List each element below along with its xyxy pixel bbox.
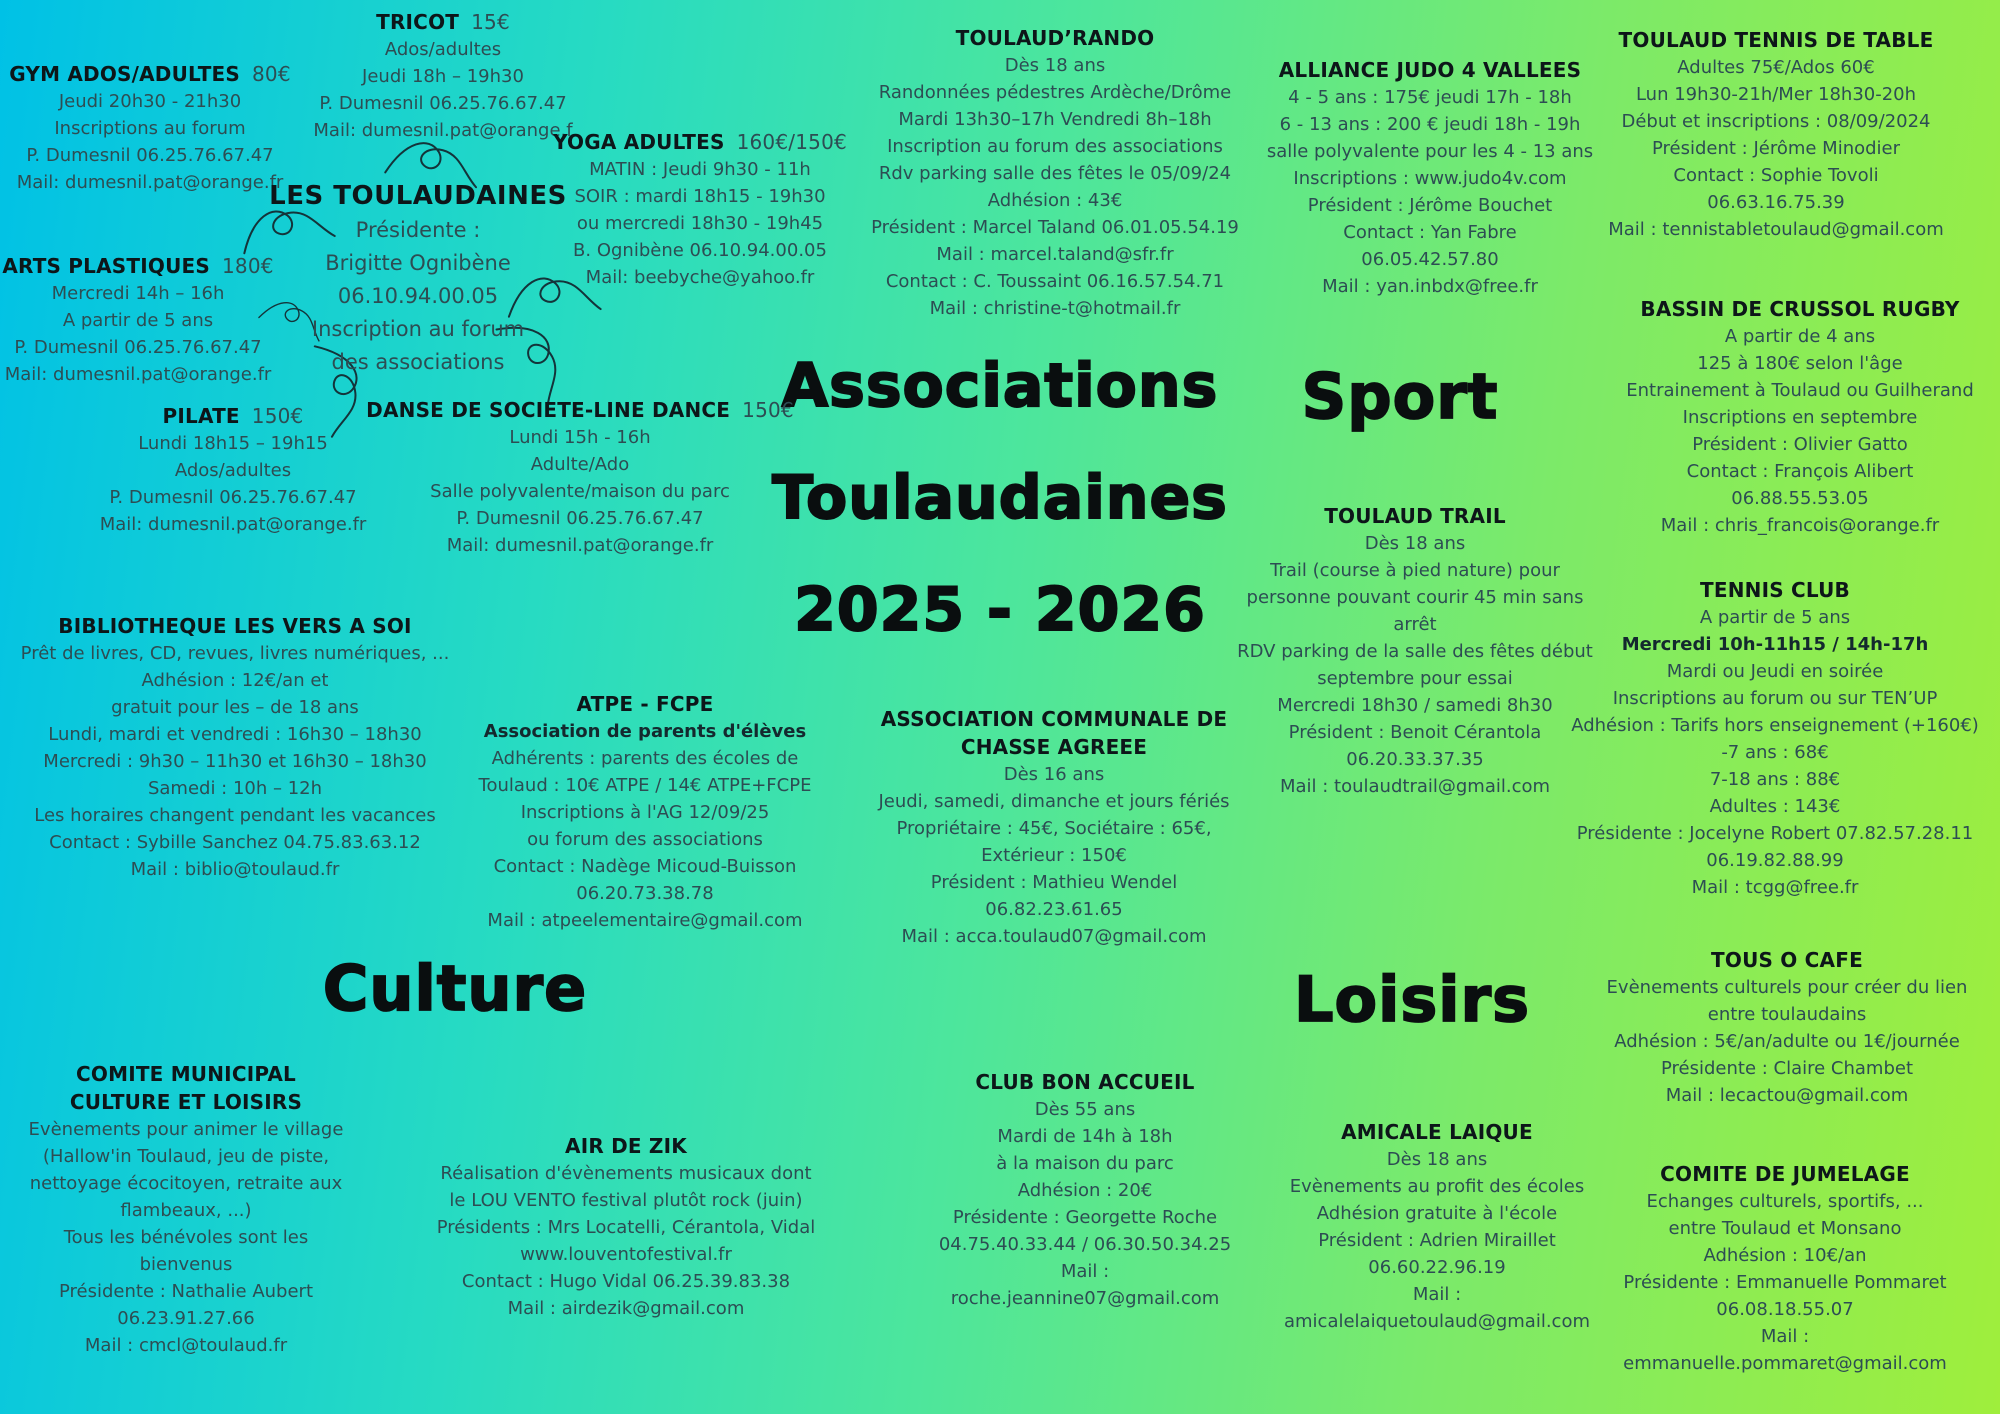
section-line: Mardi de 14h à 18h <box>997 1126 1173 1147</box>
section-line: Dès 16 ans <box>1003 764 1105 785</box>
section-line: Mail: dumesnil.pat@orange.fr <box>16 172 284 193</box>
section-line: Ados/adultes <box>174 460 292 481</box>
section-tous-o-cafe <box>1607 946 1968 1109</box>
section-line: Adultes 75€/Ados 60€ <box>1677 57 1875 78</box>
section-line: Entrainement à Toulaud ou Guilherand <box>1626 380 1974 401</box>
section-rugby <box>1626 295 1974 539</box>
section-line: Président : Olivier Gatto <box>1692 434 1908 455</box>
section-title-text: ASSOCIATION COMMUNALE DE <box>880 707 1228 731</box>
section-price: 80€ <box>252 62 291 86</box>
section-line: Mail : christine-t@hotmail.fr <box>929 298 1181 319</box>
section-line: Adhésion : 10€/an <box>1703 1245 1867 1266</box>
section-line: Les horaires changent pendant les vacances <box>34 805 436 826</box>
section-line: Inscriptions en septembre <box>1682 407 1918 428</box>
section-bibliotheque <box>21 612 450 883</box>
section-line: A partir de 5 ans <box>62 310 214 331</box>
section-line: P. Dumesnil 06.25.76.67.47 <box>109 487 357 508</box>
section-atpe <box>479 690 812 934</box>
section-title-text: TOULAUD TENNIS DE TABLE <box>1618 28 1934 52</box>
section-line: 06.60.22.96.19 <box>1368 1257 1506 1278</box>
section-line: Contact : Nadège Micoud-Buisson <box>493 856 797 877</box>
section-title-text: COMITE MUNICIPAL <box>76 1062 296 1086</box>
section-line: Présidente : Jocelyne Robert 07.82.57.28.11 <box>1576 823 1974 844</box>
section-line: Inscription au forum <box>311 317 525 341</box>
section-title-text: TRICOT <box>376 10 460 34</box>
section-line: le LOU VENTO festival plutôt rock (juin) <box>449 1190 803 1211</box>
section-line: Contact : Hugo Vidal 06.25.39.83.38 <box>461 1271 791 1292</box>
section-line: personne pouvant courir 45 min sans <box>1246 587 1584 608</box>
section-line: Mail: dumesnil.pat@orange.fr <box>4 364 272 385</box>
section-line: Echanges culturels, sportifs, ... <box>1646 1191 1924 1212</box>
section-line: Brigitte Ognibène <box>325 251 511 275</box>
section-toulaudaines <box>269 178 567 379</box>
section-line: à la maison du parc <box>996 1153 1174 1174</box>
section-line: Evènements au profit des écoles <box>1289 1176 1585 1197</box>
section-line: -7 ans : 68€ <box>1721 742 1829 763</box>
section-line: Association de parents d'élèves <box>483 721 807 742</box>
section-title <box>1619 26 1934 54</box>
section-line: arrêt <box>1393 614 1437 635</box>
section-line: Mail : tcgg@free.fr <box>1691 877 1859 898</box>
section-line: (Hallow'in Toulaud, jeu de piste, <box>42 1146 330 1167</box>
section-title-text: DANSE DE SOCIETE-LINE DANCE <box>366 398 731 422</box>
section-title <box>70 1088 302 1116</box>
section-danse <box>366 396 794 559</box>
section-line: Adultes : 143€ <box>1709 796 1841 817</box>
section-line: Mail : <box>1060 1261 1110 1282</box>
heading-culture: Culture <box>322 952 588 1025</box>
section-title-text: TOULAUD TRAIL <box>1324 504 1506 528</box>
section-line: Dès 18 ans <box>1004 55 1106 76</box>
section-line: Mail : cmcl@toulaud.fr <box>84 1335 288 1356</box>
section-judo <box>1267 56 1593 300</box>
section-line: Mercredi 10h-11h15 / 14h-17h <box>1621 634 1929 655</box>
section-line: nettoyage écocitoyen, retraite aux <box>29 1173 343 1194</box>
section-line: entre toulaudains <box>1707 1004 1867 1025</box>
section-line: Mail : acca.toulaud07@gmail.com <box>901 926 1207 947</box>
section-line: Rdv parking salle des fêtes le 05/09/24 <box>878 163 1232 184</box>
section-title <box>881 705 1228 733</box>
heading-sport: Sport <box>1301 360 1499 433</box>
section-line: Adhésion : 43€ <box>987 190 1123 211</box>
section-price: 15€ <box>471 10 510 34</box>
section-title-text: BASSIN DE CRUSSOL RUGBY <box>1640 297 1960 321</box>
section-line: 06.88.55.53.05 <box>1731 488 1869 509</box>
section-title <box>269 178 567 214</box>
section-line: MATIN : Jeudi 9h30 - 11h <box>589 159 811 180</box>
section-rando <box>871 24 1239 322</box>
section-price: 160€/150€ <box>736 130 847 154</box>
section-amicale <box>1284 1118 1590 1335</box>
section-line: B. Ognibène 06.10.94.00.05 <box>573 240 827 261</box>
section-line: 06.23.91.27.66 <box>117 1308 255 1329</box>
section-title <box>1341 1118 1533 1146</box>
section-arts <box>2 252 273 388</box>
section-title <box>376 8 510 36</box>
section-line: Dès 18 ans <box>1364 533 1466 554</box>
section-line: Mardi 13h30–17h Vendredi 8h–18h <box>898 109 1212 130</box>
section-line: 125 à 180€ selon l'âge <box>1697 353 1903 374</box>
section-line: 06.19.82.88.99 <box>1706 850 1844 871</box>
section-title <box>163 402 304 430</box>
section-line: Présidente : Claire Chambet <box>1660 1058 1914 1079</box>
section-line: Lundi 18h15 – 19h15 <box>138 433 328 454</box>
section-line: Trail (course à pied nature) pour <box>1270 560 1560 581</box>
section-line: Mail : <box>1412 1284 1462 1305</box>
section-title-text: YOGA ADULTES <box>553 130 725 154</box>
section-title <box>58 612 411 640</box>
section-line: Mail: dumesnil.pat@orange.f <box>313 120 573 141</box>
section-line: Mercredi : 9h30 – 11h30 et 16h30 – 18h30 <box>43 751 427 772</box>
section-line: Mercredi 18h30 / samedi 8h30 <box>1277 695 1553 716</box>
section-line: gratuit pour les – de 18 ans <box>111 697 359 718</box>
heading-loisirs: Loisirs <box>1294 963 1530 1036</box>
section-line: Mail : biblio@toulaud.fr <box>130 859 340 880</box>
section-line: Jeudi, samedi, dimanche et jours fériés <box>878 791 1230 812</box>
section-title <box>2 252 273 280</box>
section-line: 06.08.18.55.07 <box>1716 1299 1854 1320</box>
section-line: Lundi, mardi et vendredi : 16h30 – 18h30 <box>48 724 422 745</box>
section-line: 4 - 5 ans : 175€ jeudi 17h - 18h <box>1288 87 1572 108</box>
section-title <box>1660 1160 1910 1188</box>
section-line: Jeudi 18h – 19h30 <box>362 66 524 87</box>
section-line: Samedi : 10h – 12h <box>147 778 323 799</box>
section-line: 06.63.16.75.39 <box>1707 192 1845 213</box>
section-title-text: CULTURE ET LOISIRS <box>69 1090 303 1114</box>
section-line: Présidente : Emmanuelle Pommaret <box>1623 1272 1947 1293</box>
section-line: RDV parking de la salle des fêtes début <box>1237 641 1593 662</box>
section-line: 06.20.73.38.78 <box>576 883 714 904</box>
section-line: 06.82.23.61.65 <box>985 899 1123 920</box>
section-yoga <box>553 128 847 291</box>
section-line: P. Dumesnil 06.25.76.67.47 <box>26 145 274 166</box>
section-line: Président : Adrien Miraillet <box>1318 1230 1556 1251</box>
section-line: Président : Mathieu Wendel <box>930 872 1178 893</box>
section-chasse <box>878 705 1229 950</box>
section-title <box>1700 576 1850 604</box>
section-line: roche.jeannine07@gmail.com <box>950 1288 1220 1309</box>
section-line: SOIR : mardi 18h15 - 19h30 <box>574 186 826 207</box>
section-line: Tous les bénévoles sont les <box>63 1227 309 1248</box>
section-line: amicalelaiquetoulaud@gmail.com <box>1283 1311 1591 1332</box>
section-title-text: LES TOULAUDAINES <box>269 181 567 211</box>
section-line: Lundi 15h - 16h <box>509 427 651 448</box>
section-title-text: GYM ADOS/ADULTES <box>9 62 240 86</box>
section-line: Adhérents : parents des écoles de <box>491 748 799 769</box>
section-line: Présidents : Mrs Locatelli, Cérantola, Vidal <box>436 1217 816 1238</box>
section-line: Président : Benoit Cérantola <box>1288 722 1542 743</box>
section-line: Extérieur : 150€ <box>981 845 1127 866</box>
section-line: 06.10.94.00.05 <box>337 284 499 308</box>
section-line: Randonnées pédestres Ardèche/Drôme <box>878 82 1232 103</box>
section-line: 04.75.40.33.44 / 06.30.50.34.25 <box>938 1234 1232 1255</box>
section-line: Président : Jérôme Bouchet <box>1307 195 1553 216</box>
section-title-text: TOULAUD’RANDO <box>955 26 1155 50</box>
section-title-text: ARTS PLASTIQUES <box>2 254 210 278</box>
section-line: Adhésion : Tarifs hors enseignement (+160€) <box>1571 715 1979 736</box>
section-line: A partir de 4 ans <box>1724 326 1876 347</box>
section-line: Inscriptions : www.judo4v.com <box>1293 168 1567 189</box>
section-line: Mail: beebyche@yahoo.fr <box>585 267 815 288</box>
section-line: Evènements pour animer le village <box>28 1119 344 1140</box>
section-line: Adulte/Ado <box>530 454 630 475</box>
section-line: Toulaud : 10€ ATPE / 14€ ATPE+FCPE <box>478 775 812 796</box>
section-title <box>577 690 714 718</box>
poster-title-line-3: 2025 - 2026 <box>794 575 1206 645</box>
section-line: Mail: dumesnil.pat@orange.fr <box>446 535 714 556</box>
section-jumelage <box>1623 1160 1947 1377</box>
section-title <box>961 733 1147 761</box>
section-line: septembre pour essai <box>1317 668 1513 689</box>
section-title <box>565 1132 687 1160</box>
section-line: Contact : C. Toussaint 06.16.57.54.71 <box>885 271 1225 292</box>
section-line: Mail : marcel.taland@sfr.fr <box>936 244 1174 265</box>
section-price: 150€ <box>742 398 794 422</box>
section-air-de-zik <box>437 1132 816 1322</box>
section-line: Adhésion : 20€ <box>1017 1180 1153 1201</box>
section-trail <box>1237 502 1593 800</box>
section-title <box>1279 56 1581 84</box>
section-line: P. Dumesnil 06.25.76.67.47 <box>14 337 262 358</box>
section-line: Contact : Sybille Sanchez 04.75.83.63.12 <box>49 832 421 853</box>
section-title-text: COMITE DE JUMELAGE <box>1660 1162 1910 1186</box>
section-line: Contact : Sophie Tovoli <box>1673 165 1879 186</box>
section-line: Inscriptions au forum ou sur TEN’UP <box>1612 688 1938 709</box>
section-line: 7-18 ans : 88€ <box>1709 769 1841 790</box>
section-line: Mail : airdezik@gmail.com <box>507 1298 745 1319</box>
section-line: Prêt de livres, CD, revues, livres numériques, ... <box>20 643 450 664</box>
section-line: www.louventofestival.fr <box>520 1244 732 1265</box>
section-title-text: BIBLIOTHEQUE LES VERS A SOI <box>58 614 412 638</box>
section-line: Contact : François Alibert <box>1686 461 1914 482</box>
section-line: Propriétaire : 45€, Sociétaire : 65€, <box>896 818 1212 839</box>
section-line: Inscriptions à l'AG 12/09/25 <box>520 802 770 823</box>
section-line: bienvenus <box>139 1254 233 1275</box>
poster-title <box>772 330 1228 666</box>
section-line: Mail : yan.inbdx@free.fr <box>1322 276 1538 297</box>
section-line: entre Toulaud et Monsano <box>1668 1218 1902 1239</box>
section-line: Président : Marcel Taland 06.01.05.54.19 <box>871 217 1239 238</box>
section-line: Mail: dumesnil.pat@orange.fr <box>99 514 367 535</box>
section-line: emmanuelle.pommaret@gmail.com <box>1623 1353 1947 1374</box>
section-title <box>1711 946 1863 974</box>
section-pilate <box>100 402 367 538</box>
section-title <box>9 60 291 88</box>
section-line: Ados/adultes <box>384 39 502 60</box>
section-title <box>956 24 1155 52</box>
section-line: Présidente : Nathalie Aubert <box>58 1281 314 1302</box>
section-line: Présidente : <box>355 218 481 242</box>
section-line: 06.05.42.57.80 <box>1361 249 1499 270</box>
section-title-text: TOUS O CAFE <box>1711 948 1863 972</box>
section-line: 6 - 13 ans : 200 € jeudi 18h - 19h <box>1279 114 1581 135</box>
section-line: salle polyvalente pour les 4 - 13 ans <box>1266 141 1594 162</box>
section-line: Lun 19h30-21h/Mer 18h30-20h <box>1635 84 1917 105</box>
poster-title-line-2: Toulaudaines <box>772 463 1228 533</box>
section-gym <box>9 60 291 196</box>
section-line: Mercredi 14h – 16h <box>51 283 225 304</box>
section-line: Inscription au forum des associations <box>887 136 1223 157</box>
section-title <box>975 1068 1194 1096</box>
section-bon-accueil <box>939 1068 1231 1312</box>
section-tennis-club <box>1571 576 1979 901</box>
section-line: A partir de 5 ans <box>1699 607 1851 628</box>
section-line: Dès 55 ans <box>1034 1099 1136 1120</box>
section-line: Contact : Yan Fabre <box>1343 222 1517 243</box>
section-comite-municipal <box>29 1060 344 1359</box>
section-line: Mail : chris_francois@orange.fr <box>1660 515 1940 536</box>
section-tennis-table <box>1608 26 1944 243</box>
section-line: P. Dumesnil 06.25.76.67.47 <box>456 508 704 529</box>
section-line: Mail : tennistabletoulaud@gmail.com <box>1608 219 1944 240</box>
section-line: Salle polyvalente/maison du parc <box>430 481 730 502</box>
section-line: des associations <box>331 350 505 374</box>
section-title <box>366 396 794 424</box>
section-line: Présidente : Georgette Roche <box>952 1207 1218 1228</box>
section-line: ou mercredi 18h30 - 19h45 <box>576 213 824 234</box>
section-line: Adhésion gratuite à l'école <box>1316 1203 1558 1224</box>
section-title <box>1640 295 1959 323</box>
section-title-text: PILATE <box>162 404 240 428</box>
section-line: Réalisation d'évènements musicaux dont <box>440 1163 812 1184</box>
section-title-text: CHASSE AGREEE <box>960 735 1148 759</box>
section-line: Dès 18 ans <box>1386 1149 1488 1170</box>
section-line: Président : Jérôme Minodier <box>1651 138 1901 159</box>
section-title-text: ATPE - FCPE <box>576 692 714 716</box>
section-line: Inscriptions au forum <box>54 118 246 139</box>
section-title-text: AMICALE LAIQUE <box>1341 1120 1533 1144</box>
section-title-text: AIR DE ZIK <box>565 1134 687 1158</box>
section-line: Adhésion : 5€/an/adulte ou 1€/journée <box>1614 1031 1960 1052</box>
section-line: ou forum des associations <box>527 829 763 850</box>
section-title-text: CLUB BON ACCUEIL <box>975 1070 1195 1094</box>
section-line: Adhésion : 12€/an et <box>141 670 329 691</box>
section-title-text: ALLIANCE JUDO 4 VALLEES <box>1278 58 1582 82</box>
section-line: Evènements culturels pour créer du lien <box>1606 977 1968 998</box>
section-title <box>76 1060 296 1088</box>
section-title <box>1324 502 1506 530</box>
section-line: Mail : toulaudtrail@gmail.com <box>1279 776 1551 797</box>
section-tricot <box>313 8 572 144</box>
section-line: flambeaux, ...) <box>120 1200 252 1221</box>
section-title <box>553 128 847 156</box>
section-line: Mail : lecactou@gmail.com <box>1665 1085 1909 1106</box>
section-title-text: TENNIS CLUB <box>1700 578 1850 602</box>
section-line: P. Dumesnil 06.25.76.67.47 <box>319 93 567 114</box>
section-line: Mardi ou Jeudi en soirée <box>1666 661 1884 682</box>
section-price: 150€ <box>251 404 304 428</box>
section-line: Début et inscriptions : 08/09/2024 <box>1621 111 1931 132</box>
section-line: Mail : atpeelementaire@gmail.com <box>487 910 803 931</box>
section-line: Jeudi 20h30 - 21h30 <box>58 91 242 112</box>
poster-title-line-1: Associations <box>781 351 1219 421</box>
section-line: 06.20.33.37.35 <box>1346 749 1484 770</box>
section-price: 180€ <box>221 254 274 278</box>
section-line: Mail : <box>1760 1326 1810 1347</box>
